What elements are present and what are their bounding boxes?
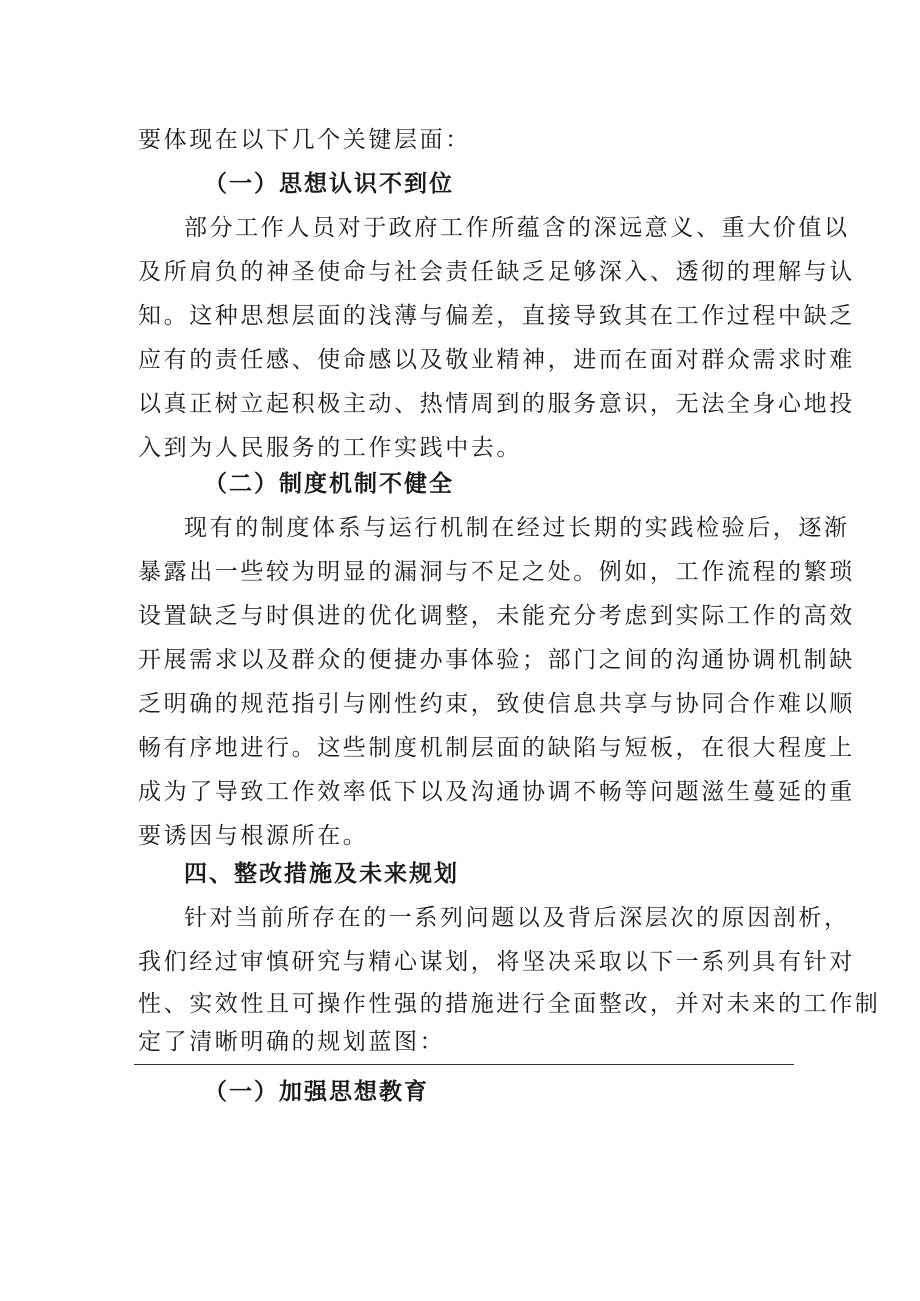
heading-rectification-plan: 四、整改措施及未来规划 xyxy=(184,860,459,887)
paragraph-line: 乏明确的规范指引与刚性约束，致使信息共享与协同合作难以顺 xyxy=(138,691,855,717)
paragraph-line: 性、实效性且可操作性强的措施进行全面整改，并对未来的工作制 xyxy=(138,991,881,1017)
paragraph-line: 知。这种思想层面的浅薄与偏差，直接导致其在工作过程中缺乏 xyxy=(138,303,855,329)
page-divider xyxy=(134,1064,794,1065)
paragraph-line: 部分工作人员对于政府工作所蕴含的深远意义、重大价值以 xyxy=(184,215,850,241)
paragraph-line: 设置缺乏与时俱进的优化调整，未能充分考虑到实际工作的高效 xyxy=(138,603,855,629)
paragraph-line: 定了清晰明确的规划蓝图： xyxy=(138,1029,446,1055)
paragraph-line: 我们经过审慎研究与精心谋划，将坚决采取以下一系列具有针对 xyxy=(138,949,855,975)
paragraph-line: 成为了导致工作效率低下以及沟通协调不畅等问题滋生蔓延的重 xyxy=(138,779,855,805)
paragraph-line: 畅有序地进行。这些制度机制层面的缺陷与短板，在很大程度上 xyxy=(138,735,855,761)
paragraph-line: 现有的制度体系与运行机制在经过长期的实践检验后，逐渐 xyxy=(184,515,850,541)
paragraph-line: 入到为人民服务的工作实践中去。 xyxy=(138,435,522,461)
heading-institution-mechanism: （二）制度机制不健全 xyxy=(204,470,454,497)
heading-strengthen-education: （一）加强思想教育 xyxy=(204,1078,429,1105)
paragraph-line: 应有的责任感、使命感以及敬业精神，进而在面对群众需求时难 xyxy=(138,347,855,373)
heading-thought-awareness: （一）思想认识不到位 xyxy=(204,170,454,197)
intro-line: 要体现在以下几个关键层面： xyxy=(138,127,471,153)
paragraph-line: 及所肩负的神圣使命与社会责任缺乏足够深入、透彻的理解与认 xyxy=(138,259,855,285)
paragraph-line: 以真正树立起积极主动、热情周到的服务意识，无法全身心地投 xyxy=(138,391,855,417)
paragraph-line: 开展需求以及群众的便捷办事体验；部门之间的沟通协调机制缺 xyxy=(138,647,855,673)
paragraph-line: 要诱因与根源所在。 xyxy=(138,823,369,849)
paragraph-line: 暴露出一些较为明显的漏洞与不足之处。例如，工作流程的繁琐 xyxy=(138,559,855,585)
paragraph-line: 针对当前所存在的一系列问题以及背后深层次的原因剖析， xyxy=(184,905,850,931)
